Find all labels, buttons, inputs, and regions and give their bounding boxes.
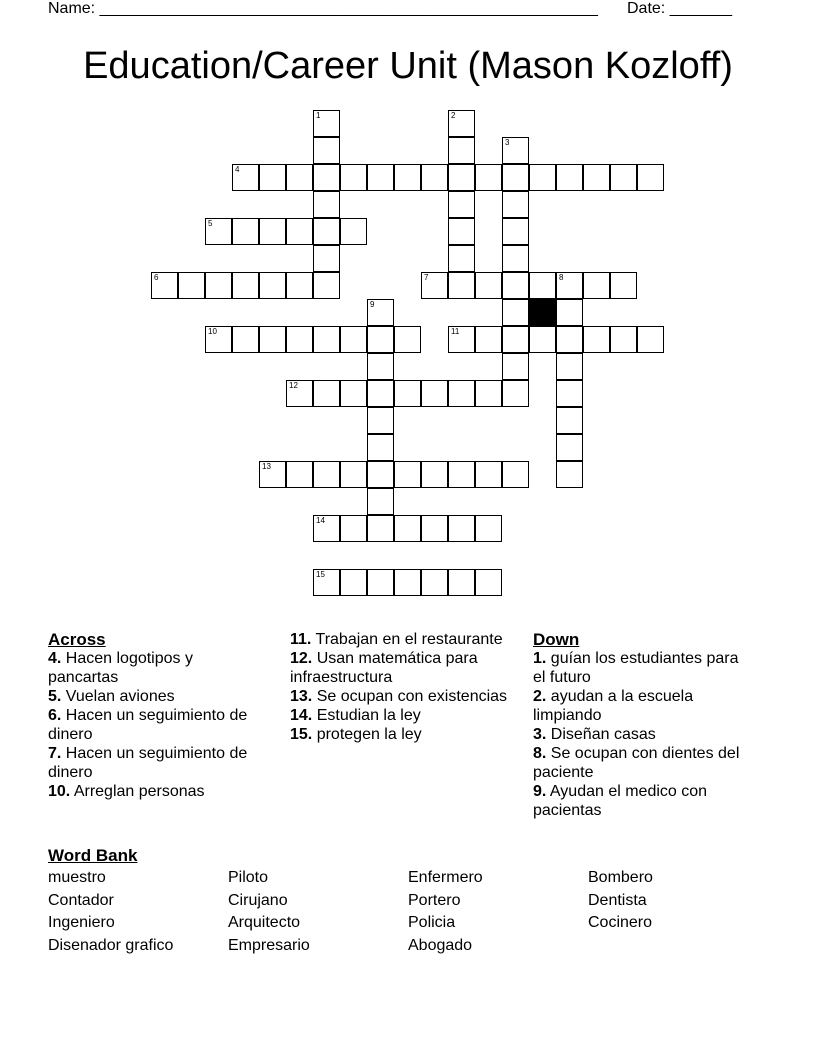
- word-bank-item: Disenador grafico: [48, 936, 174, 954]
- clue-number: 5.: [48, 688, 62, 705]
- grid-cell[interactable]: [448, 461, 475, 488]
- clue-number: 14.: [290, 707, 313, 724]
- word-bank-item: Dentista: [588, 891, 647, 909]
- grid-cell[interactable]: [313, 272, 340, 299]
- grid-cell[interactable]: [178, 272, 205, 299]
- grid-cell[interactable]: [421, 164, 448, 191]
- grid-cell[interactable]: [502, 299, 529, 326]
- clue-number: 10.: [48, 783, 71, 800]
- name-field[interactable]: Name: ________________________________________________________: [48, 0, 598, 17]
- grid-cell[interactable]: [583, 272, 610, 299]
- grid-cell[interactable]: [340, 326, 367, 353]
- grid-cell[interactable]: [529, 272, 556, 299]
- grid-cell[interactable]: [448, 191, 475, 218]
- word-bank-item: Bombero: [588, 869, 653, 886]
- grid-cell[interactable]: [340, 380, 367, 407]
- grid-cell[interactable]: [367, 461, 394, 488]
- grid-cell[interactable]: [502, 272, 529, 299]
- grid-cell[interactable]: [502, 218, 529, 245]
- grid-cell[interactable]: [556, 461, 583, 488]
- across-clues: [48, 630, 263, 801]
- clue-text: Usan matemática para infraestructura: [290, 650, 478, 686]
- grid-cell[interactable]: [340, 515, 367, 542]
- clue-number: 13: [262, 462, 271, 471]
- grid-cell[interactable]: [637, 326, 664, 353]
- across-clue: [290, 687, 515, 706]
- grid-cell[interactable]: [556, 164, 583, 191]
- grid-cell[interactable]: [502, 326, 529, 353]
- clue-number: 10: [208, 327, 217, 336]
- grid-cell[interactable]: [448, 164, 475, 191]
- grid-cell[interactable]: [313, 164, 340, 191]
- clue-number: 15.: [290, 726, 313, 743]
- grid-cell[interactable]: [367, 407, 394, 434]
- grid-cell[interactable]: [313, 245, 340, 272]
- clue-number: 9.: [533, 783, 547, 800]
- grid-cell[interactable]: [286, 326, 313, 353]
- clue-number: 2: [451, 111, 456, 120]
- clue-number: 7.: [48, 745, 62, 762]
- grid-cell[interactable]: [475, 272, 502, 299]
- across-clue: [48, 687, 263, 706]
- grid-cell[interactable]: [367, 380, 394, 407]
- grid-cell[interactable]: [313, 137, 340, 164]
- across-clues-continued: [290, 630, 515, 744]
- grid-cell[interactable]: [502, 164, 529, 191]
- grid-cell[interactable]: [286, 218, 313, 245]
- word-bank-item: Enfermero: [408, 869, 483, 886]
- grid-cell[interactable]: [394, 326, 421, 353]
- grid-cell[interactable]: [313, 218, 340, 245]
- clue-text: Hacen logotipos y pancartas: [48, 650, 193, 686]
- grid-cell[interactable]: [205, 272, 232, 299]
- across-clue: [290, 630, 515, 649]
- clue-number: 13.: [290, 688, 313, 705]
- grid-cell[interactable]: [529, 326, 556, 353]
- grid-cell[interactable]: [313, 326, 340, 353]
- grid-cell[interactable]: [259, 218, 286, 245]
- grid-cell[interactable]: [367, 434, 394, 461]
- clue-number: 6: [154, 273, 159, 282]
- grid-cell[interactable]: [556, 353, 583, 380]
- clue-text: Diseñan casas: [546, 726, 656, 743]
- grid-cell[interactable]: [367, 569, 394, 596]
- grid-cell[interactable]: [205, 218, 232, 245]
- clue-text: Estudian la ley: [312, 707, 421, 724]
- grid-cell[interactable]: [313, 110, 340, 137]
- across-clue: [48, 782, 263, 801]
- clue-text: guían los estudiantes para el futuro: [533, 650, 739, 686]
- clue-number: 15: [316, 570, 325, 579]
- clue-text: Se ocupan con dientes del paciente: [533, 745, 740, 781]
- grid-cell[interactable]: [151, 272, 178, 299]
- across-clue: [290, 706, 515, 725]
- grid-cell[interactable]: [502, 191, 529, 218]
- across-clue: [290, 649, 515, 687]
- grid-cell[interactable]: [367, 299, 394, 326]
- down-clue: [533, 649, 748, 687]
- word-bank-item: Arquitecto: [228, 914, 301, 931]
- clue-text: Se ocupan con existencias: [312, 688, 508, 705]
- across-clue: [48, 706, 263, 744]
- grid-cell[interactable]: [448, 137, 475, 164]
- down-heading: Down: [533, 630, 580, 649]
- grid-cell[interactable]: [421, 515, 448, 542]
- grid-cell[interactable]: [475, 569, 502, 596]
- grid-cell[interactable]: [205, 326, 232, 353]
- clue-number: 8: [559, 273, 564, 282]
- grid-cell[interactable]: [475, 461, 502, 488]
- down-clue: [533, 782, 748, 820]
- clue-number: 14: [316, 516, 325, 525]
- grid-cell[interactable]: [394, 569, 421, 596]
- word-bank-item: Empresario: [228, 936, 310, 954]
- word-bank-item: Portero: [408, 891, 461, 909]
- across-heading: Across: [48, 630, 106, 649]
- grid-cell[interactable]: [610, 164, 637, 191]
- grid-cell[interactable]: [232, 326, 259, 353]
- grid-cell[interactable]: [502, 380, 529, 407]
- grid-cell[interactable]: [232, 164, 259, 191]
- clue-number: 1: [316, 111, 321, 120]
- grid-cell[interactable]: [610, 272, 637, 299]
- grid-cell[interactable]: [394, 380, 421, 407]
- grid-cell[interactable]: [340, 164, 367, 191]
- date-field[interactable]: Date: _______: [627, 0, 732, 17]
- grid-cell[interactable]: [502, 137, 529, 164]
- grid-block: [529, 299, 556, 326]
- clue-text: Ayudan el medico con pacientas: [533, 783, 708, 819]
- grid-cell[interactable]: [556, 272, 583, 299]
- grid-cell[interactable]: [340, 569, 367, 596]
- grid-cell[interactable]: [421, 380, 448, 407]
- grid-cell[interactable]: [286, 164, 313, 191]
- grid-cell[interactable]: [475, 164, 502, 191]
- grid-cell[interactable]: [502, 353, 529, 380]
- grid-cell[interactable]: [448, 218, 475, 245]
- grid-cell[interactable]: [502, 461, 529, 488]
- clue-number: 4: [235, 165, 240, 174]
- down-clue: [533, 725, 748, 744]
- grid-cell[interactable]: [367, 515, 394, 542]
- clue-number: 11.: [290, 631, 312, 648]
- grid-cell[interactable]: [313, 461, 340, 488]
- grid-cell[interactable]: [475, 515, 502, 542]
- word-bank-item: Piloto: [228, 869, 269, 886]
- grid-cell[interactable]: [232, 272, 259, 299]
- grid-cell[interactable]: [448, 569, 475, 596]
- grid-cell[interactable]: [259, 326, 286, 353]
- clue-number: 4.: [48, 650, 62, 667]
- clue-number: 9: [370, 300, 375, 309]
- word-bank-heading: Word Bank: [48, 846, 138, 865]
- clue-text: Arreglan personas: [70, 783, 205, 800]
- down-clues: [533, 630, 748, 820]
- clue-number: 6.: [48, 707, 62, 724]
- grid-cell[interactable]: [259, 164, 286, 191]
- grid-cell[interactable]: [448, 380, 475, 407]
- word-bank-item: Policia: [408, 914, 456, 931]
- across-clue: [290, 725, 515, 744]
- grid-cell[interactable]: [448, 515, 475, 542]
- word-bank-item: Abogado: [408, 936, 473, 954]
- clue-number: 8.: [533, 745, 547, 762]
- grid-cell[interactable]: [556, 326, 583, 353]
- grid-cell[interactable]: [529, 164, 556, 191]
- grid-cell[interactable]: [421, 272, 448, 299]
- grid-cell[interactable]: [394, 461, 421, 488]
- grid-cell[interactable]: [556, 380, 583, 407]
- grid-cell[interactable]: [583, 326, 610, 353]
- word-bank-item: Contador: [48, 891, 114, 909]
- grid-cell[interactable]: [421, 569, 448, 596]
- grid-cell[interactable]: [367, 164, 394, 191]
- grid-cell[interactable]: [259, 272, 286, 299]
- grid-cell[interactable]: [232, 218, 259, 245]
- grid-cell[interactable]: [556, 299, 583, 326]
- clue-text: protegen la ley: [312, 726, 422, 743]
- grid-cell[interactable]: [448, 110, 475, 137]
- across-clue: [48, 744, 263, 782]
- clue-number: 7: [424, 273, 429, 282]
- clue-text: Hacen un seguimiento de dinero: [48, 745, 248, 781]
- clue-number: 11: [451, 327, 460, 336]
- word-bank-item: muestro: [48, 869, 106, 886]
- grid-cell[interactable]: [637, 164, 664, 191]
- grid-cell[interactable]: [421, 461, 448, 488]
- clue-text: Hacen un seguimiento de dinero: [48, 707, 248, 743]
- grid-cell[interactable]: [475, 326, 502, 353]
- word-bank-item: Cocinero: [588, 914, 653, 931]
- grid-cell[interactable]: [367, 326, 394, 353]
- word-bank-item: Cirujano: [228, 891, 288, 909]
- clue-text: Vuelan aviones: [61, 688, 175, 705]
- clue-number: 3: [505, 138, 510, 147]
- grid-cell[interactable]: [502, 245, 529, 272]
- down-clue: [533, 744, 748, 782]
- grid-cell[interactable]: [394, 164, 421, 191]
- grid-cell[interactable]: [448, 326, 475, 353]
- grid-cell[interactable]: [583, 164, 610, 191]
- grid-cell[interactable]: [313, 191, 340, 218]
- clue-number: 1.: [533, 650, 547, 667]
- grid-cell[interactable]: [556, 434, 583, 461]
- word-bank-item: Ingeniero: [48, 914, 115, 931]
- page-title: Education/Career Unit (Mason Kozloff): [83, 45, 733, 87]
- grid-cell[interactable]: [367, 488, 394, 515]
- down-clue: [533, 687, 748, 725]
- across-clue: [48, 649, 263, 687]
- grid-cell[interactable]: [313, 515, 340, 542]
- grid-cell[interactable]: [340, 218, 367, 245]
- grid-cell[interactable]: [448, 245, 475, 272]
- grid-cell[interactable]: [286, 272, 313, 299]
- clue-number: 12.: [290, 650, 313, 667]
- grid-cell[interactable]: [313, 569, 340, 596]
- grid-cell[interactable]: [340, 461, 367, 488]
- grid-cell[interactable]: [286, 380, 313, 407]
- grid-cell[interactable]: [556, 407, 583, 434]
- clue-number: 2.: [533, 688, 547, 705]
- grid-cell[interactable]: [394, 515, 421, 542]
- grid-cell[interactable]: [286, 461, 313, 488]
- clue-number: 5: [208, 219, 213, 228]
- grid-cell[interactable]: [313, 380, 340, 407]
- clue-text: ayudan a la escuela limpiando: [533, 688, 694, 724]
- grid-cell[interactable]: [448, 272, 475, 299]
- grid-cell[interactable]: [259, 461, 286, 488]
- grid-cell[interactable]: [610, 326, 637, 353]
- grid-cell[interactable]: [475, 380, 502, 407]
- grid-cell[interactable]: [367, 353, 394, 380]
- clue-number: 12: [289, 381, 298, 390]
- clue-number: 3.: [533, 726, 547, 743]
- clue-text: Trabajan en el restaurante: [311, 631, 503, 648]
